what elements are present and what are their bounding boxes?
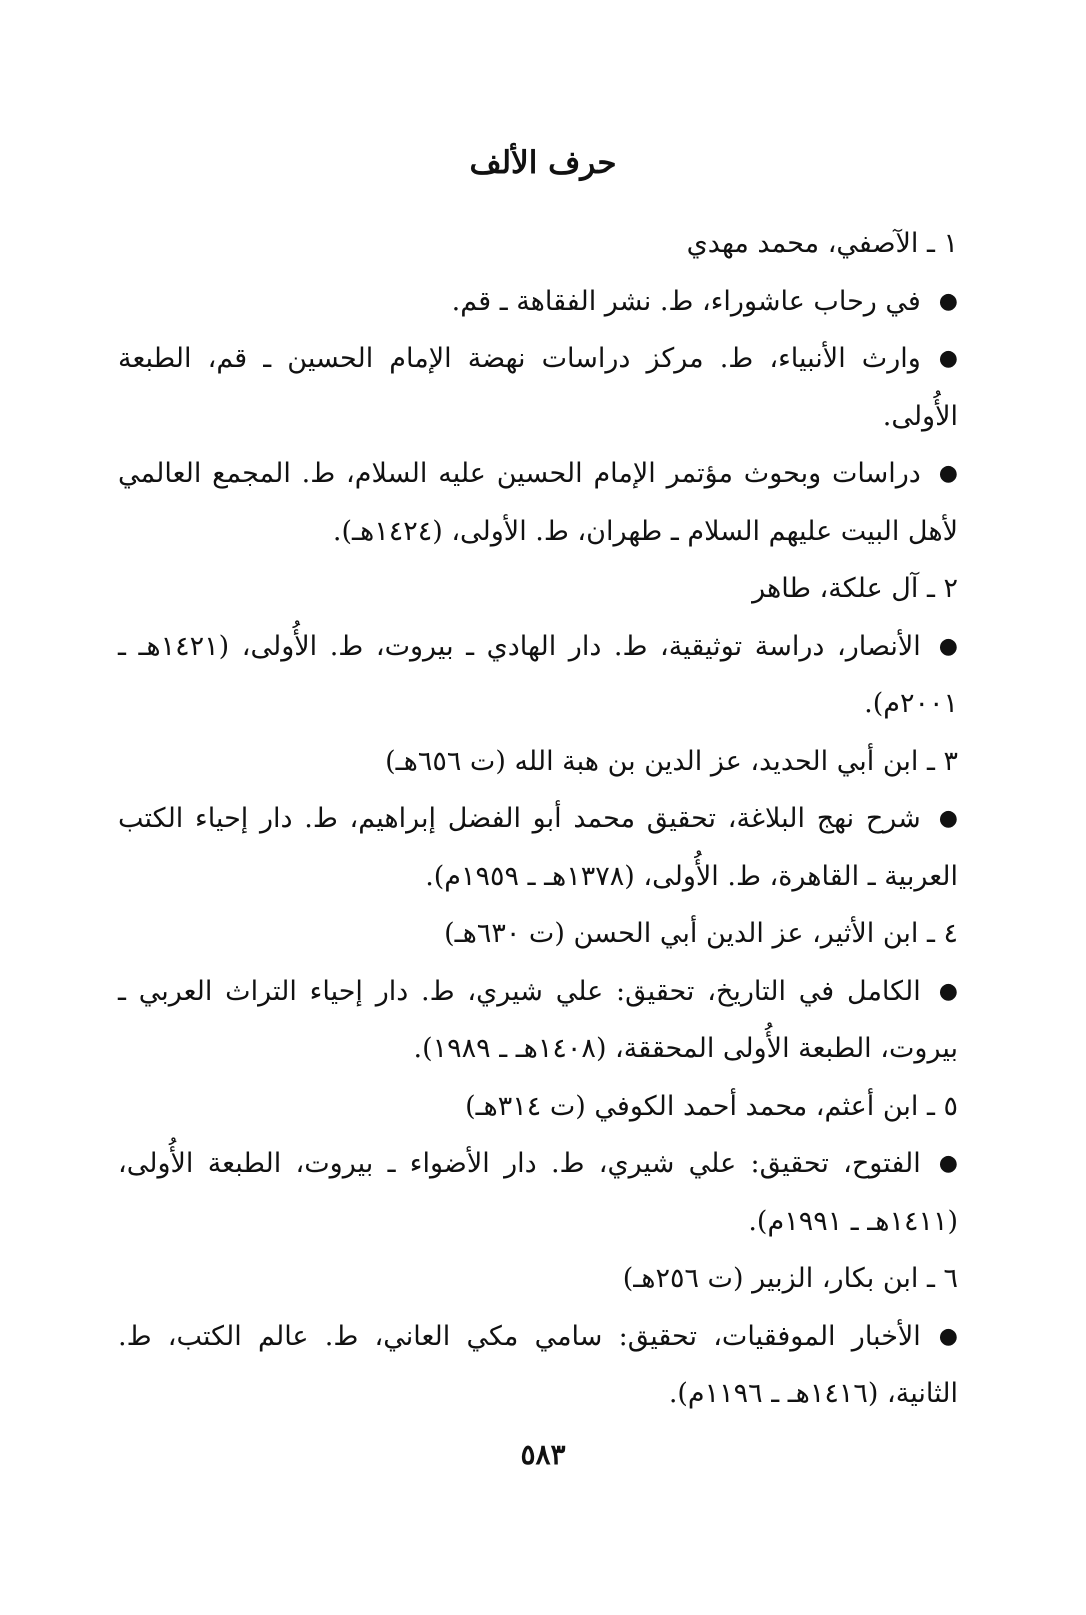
author-name: ٢ ـ آل علكة، طاهر	[752, 573, 958, 604]
bibliography-list	[118, 215, 958, 1423]
bibliography-entry	[118, 330, 958, 445]
bullet-icon: ●	[938, 288, 958, 314]
entry-text: الأخبار الموفقيات، تحقيق: سامي مكي العاني، ط. عالم الكتب، ط. الثانية، (١٤١٦هـ ـ ١١٩٦م).	[118, 1320, 958, 1409]
section-heading: حرف الألف	[469, 145, 617, 181]
bullet-icon: ●	[938, 1151, 958, 1176]
bibliography-author-1	[118, 215, 958, 560]
bibliography-entry	[118, 1308, 958, 1423]
author-name: ٣ ـ ابن أبي الحديد، عز الدين بن هبة الله (ت ٦٥٦هـ)	[385, 745, 958, 777]
bullet-icon: ●	[938, 1323, 958, 1349]
bibliography-entry	[118, 963, 958, 1078]
author-name: ١ ـ الآصفي، محمد مهدي	[686, 228, 958, 259]
entry-text: الأنصار، دراسة توثيقية، ط. دار الهادي ـ بيروت، ط. الأُولى، (١٤٢١هـ ـ ٢٠٠١م).	[118, 630, 958, 719]
bullet-icon: ●	[938, 978, 958, 1004]
author-name: ٤ ـ ابن الأثير، عز الدين أبي الحسن (ت ٦٣٠هـ)	[444, 918, 958, 949]
entry-text: الكامل في التاريخ، تحقيق: علي شيري، ط. دار إحياء التراث العربي ـ بيروت، الطبعة الأُولى المحققة، (١٤٠٨هـ ـ ١٩٨٩).	[118, 975, 958, 1064]
entry-text: في رحاب عاشوراء، ط. نشر الفقاهة ـ قم.	[451, 285, 921, 317]
bibliography-author-3	[118, 733, 958, 906]
author-name: ٥ ـ ابن أعثم، محمد أحمد الكوفي (ت ٣١٤هـ)	[465, 1090, 958, 1122]
bullet-icon: ●	[938, 806, 958, 831]
bibliography-entry	[118, 445, 958, 560]
bullet-icon: ●	[938, 461, 958, 486]
bibliography-author-6	[118, 1250, 958, 1423]
bibliography-author-2	[118, 560, 958, 733]
bibliography-author-4	[118, 905, 958, 1078]
entry-text: الفتوح، تحقيق: علي شيري، ط. دار الأضواء ـ بيروت، الطبعة الأُولى، (١٤١١هـ ـ ١٩٩١م).	[118, 1148, 958, 1237]
bullet-icon: ●	[938, 346, 958, 371]
bibliography-entry	[118, 618, 958, 733]
author-name: ٦ ـ ابن بكار، الزبير (ت ٢٥٦هـ)	[622, 1263, 958, 1294]
entry-text: دراسات وبحوث مؤتمر الإمام الحسين عليه السلام، ط. المجمع العالمي لأهل البيت عليهم السلام ـ طهران، ط. الأولى، (١٤٢٤هـ).	[118, 458, 958, 547]
page-number: ٥٨٣	[520, 1438, 566, 1471]
bullet-icon: ●	[938, 633, 958, 659]
entry-text: شرح نهج البلاغة، تحقيق محمد أبو الفضل إبراهيم، ط. دار إحياء الكتب العربية ـ القاهرة، ط. الأُولى، (١٣٧٨هـ ـ ١٩٥٩م).	[118, 803, 958, 892]
bibliography-entry	[118, 273, 958, 331]
bibliography-entry	[118, 790, 958, 905]
bibliography-author-5	[118, 1078, 958, 1251]
bibliography-entry	[118, 1135, 958, 1250]
entry-text: وارث الأنبياء، ط. مركز دراسات نهضة الإمام الحسين ـ قم، الطبعة الأُولى.	[118, 343, 958, 432]
